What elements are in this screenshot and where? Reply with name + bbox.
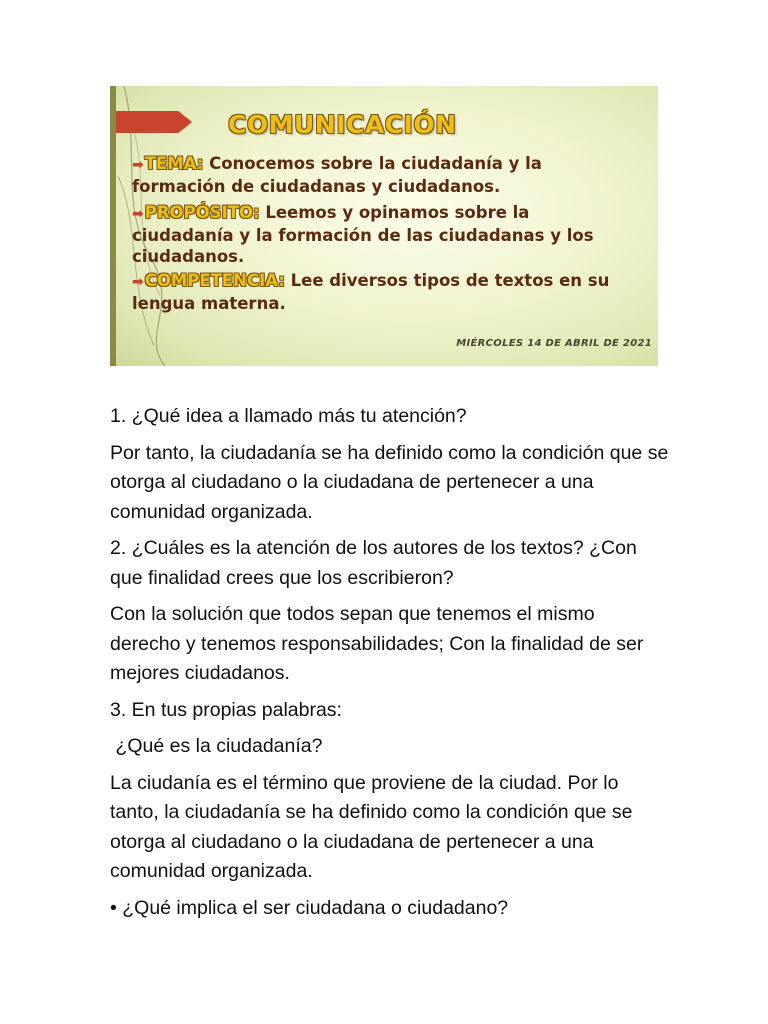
answer-3: La ciudanía es el término que proviene de la ciudad. Por lo tanto, la ciudadanía se ha definido como la condición que se otorga al ciudadano o la ciudadana de pertenecer a una comunidad organizada.: [110, 771, 633, 882]
competencia-text: Lee diversos tipos de textos en su lengua materna.: [132, 271, 610, 313]
banner-title: COMUNICACIÓN: [228, 110, 457, 139]
question-3b: • ¿Qué implica el ser ciudadana o ciudadano?: [110, 896, 509, 919]
pointer-icon: ➡: [132, 274, 144, 290]
question-1: 1. ¿Qué idea a llamado más tu atención?: [110, 405, 467, 427]
question-3a: ¿Qué es la ciudadanía?: [110, 735, 323, 757]
pointer-icon: ➡: [132, 206, 144, 222]
banner-arrow-shape: [116, 111, 192, 133]
document-body: [110, 402, 670, 930]
competencia-label: COMPETENCIA:: [144, 271, 285, 290]
pointer-icon: ➡: [132, 157, 144, 173]
question-3: 3. En tus propias palabras:: [110, 698, 342, 721]
banner-competencia: [132, 270, 632, 314]
banner-proposito: [132, 202, 632, 267]
proposito-label: PROPÓSITO:: [144, 203, 260, 222]
banner-tema: [132, 153, 632, 197]
answer-2: Con la solución que todos sepan que tenemos el mismo derecho y tenemos responsabilidades; Con la finalidad de ser mejores ciudadanos.: [110, 603, 644, 684]
tema-text: Conocemos sobre la ciudadanía y la formación de ciudadanas y ciudadanos.: [132, 154, 542, 196]
proposito-text: Leemos y opinamos sobre la ciudadanía y la formación de las ciudadanas y los ciudadanos.: [132, 203, 594, 266]
tema-label: TEMA:: [144, 154, 204, 173]
question-2: 2. ¿Cuáles es la atención de los autores de los textos? ¿Con que finalidad crees que los escribieron?: [110, 537, 637, 589]
banner-date: MIÉRCOLES 14 DE ABRIL DE 2021: [456, 338, 652, 349]
answer-1: Por tanto, la ciudadanía se ha definido como la condición que se otorga al ciudadano o la ciudadana de pertenecer a una comunidad organizada.: [110, 441, 669, 523]
lesson-banner-image: [110, 86, 658, 366]
